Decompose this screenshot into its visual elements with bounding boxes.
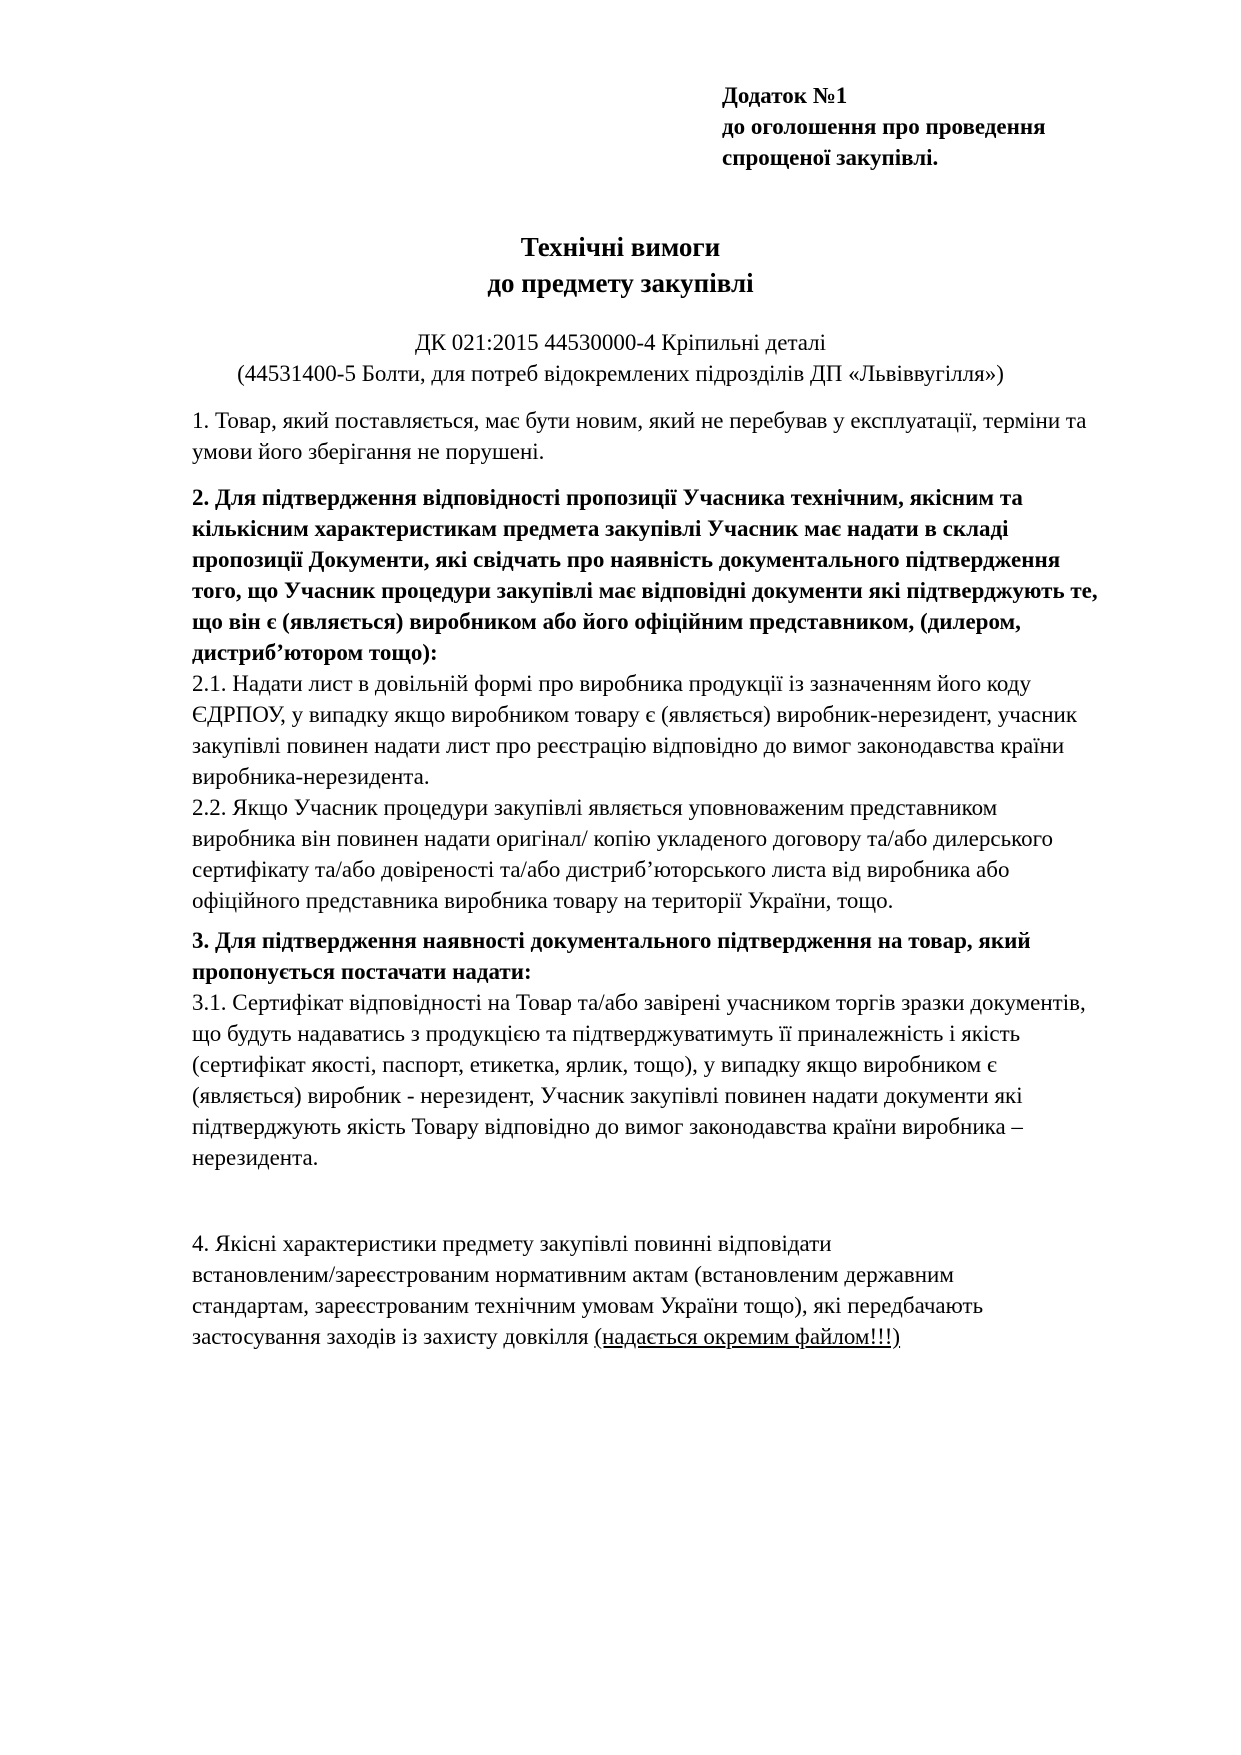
section-2-heading-line: що він є (являється) виробником або його офіційним представником, (дилером, — [192, 609, 1021, 634]
section-3-item-line: нерезидента. — [192, 1145, 319, 1170]
title-line-2: до предмету закупівлі — [487, 268, 754, 298]
section-3-item-line: що будуть надаватись з продукцією та підтверджуватимуть її приналежність і якість — [192, 1021, 1021, 1046]
annex-header — [722, 80, 1046, 173]
section-1 — [192, 405, 1192, 467]
section-3-item-line: 3.1. Сертифікат відповідності на Товар та/або завірені учасником торгів зразки документів, — [192, 990, 1086, 1015]
separate-file-note: (надається окремим файлом!!!) — [594, 1324, 901, 1349]
procurement-subject — [0, 327, 1241, 389]
section-3-item-line: підтверджують якість Товару відповідно до вимог законодавства країни виробника – — [192, 1114, 1023, 1139]
section-3-heading-line: 3. Для підтвердження наявності документального підтвердження на товар, який — [192, 928, 1031, 953]
subject-line-1: ДК 021:2015 44530000-4 Кріпильні деталі — [414, 330, 827, 355]
section-4 — [192, 1228, 1192, 1352]
section-2-heading-line: дистриб’ютором тощо): — [192, 640, 438, 665]
section-2-item-line: 2.1. Надати лист в довільній формі про виробника продукції із зазначенням його коду — [192, 671, 1031, 696]
title-line-1: Технічні вимоги — [520, 232, 721, 262]
section-2 — [192, 482, 1192, 916]
section-3-heading-line: пропонується постачати надати: — [192, 959, 532, 984]
section-3-item-line: (сертифікат якості, паспорт, етикетка, ярлик, тощо), у випадку якщо виробником є — [192, 1052, 997, 1077]
subject-line-2: (44531400-5 Болти, для потреб відокремлених підрозділів ДП «Львіввугілля») — [237, 361, 1004, 386]
section-2-heading-line: пропозиції Документи, які свідчать про наявність документального підтвердження — [192, 547, 1061, 572]
section-2-item-line: виробника він повинен надати оригінал/ копію укладеного договору та/або дилерського — [192, 826, 1053, 851]
section-4-line: стандартам, зареєстрованим технічним умовам України тощо), які передбачають — [192, 1293, 984, 1318]
annex-line-3: спрощеної закупівлі. — [722, 145, 939, 170]
section-4-last-line — [192, 1321, 1192, 1352]
section-1-line: 1. Товар, який поставляється, має бути новим, який не перебував у експлуатації, терміни та — [192, 408, 1087, 433]
annex-line-2: до оголошення про проведення — [722, 114, 1046, 139]
document-title — [0, 229, 1241, 301]
section-2-heading-line: 2. Для підтвердження відповідності пропозиції Учасника технічним, якісним та — [192, 485, 1023, 510]
section-4-last-text: застосування заходів із захисту довкілля — [192, 1324, 595, 1349]
section-2-item-line: 2.2. Якщо Учасник процедури закупівлі являється уповноваженим представником — [192, 795, 998, 820]
section-1-line: умови його зберігання не порушені. — [192, 439, 545, 464]
section-3-item-line: (являється) виробник - нерезидент, Учасник закупівлі повинен надати документи які — [192, 1083, 1023, 1108]
annex-line-1: Додаток №1 — [722, 83, 848, 108]
section-4-line: 4. Якісні характеристики предмету закупівлі повинні відповідати — [192, 1231, 832, 1256]
section-2-heading-line: того, що Учасник процедури закупівлі має відповідні документи які підтверджують те, — [192, 578, 1098, 603]
section-2-item-line: закупівлі повинен надати лист про реєстрацію відповідно до вимог законодавства країни — [192, 733, 1065, 758]
section-2-item-line: сертифікату та/або довіреності та/або дистриб’юторського листа від виробника або — [192, 857, 1010, 882]
section-2-item-line: ЄДРПОУ, у випадку якщо виробником товару є (являється) виробник-нерезидент, учасник — [192, 702, 1078, 727]
section-3 — [192, 925, 1192, 1173]
section-2-heading-line: кількісним характеристикам предмета закупівлі Учасник має надати в складі — [192, 516, 1009, 541]
section-2-item-line: офіційного представника виробника товару на території України, тощо. — [192, 888, 894, 913]
section-2-item-line: виробника-нерезидента. — [192, 764, 430, 789]
section-4-line: встановленим/зареєстрованим нормативним актам (встановленим державним — [192, 1262, 954, 1287]
